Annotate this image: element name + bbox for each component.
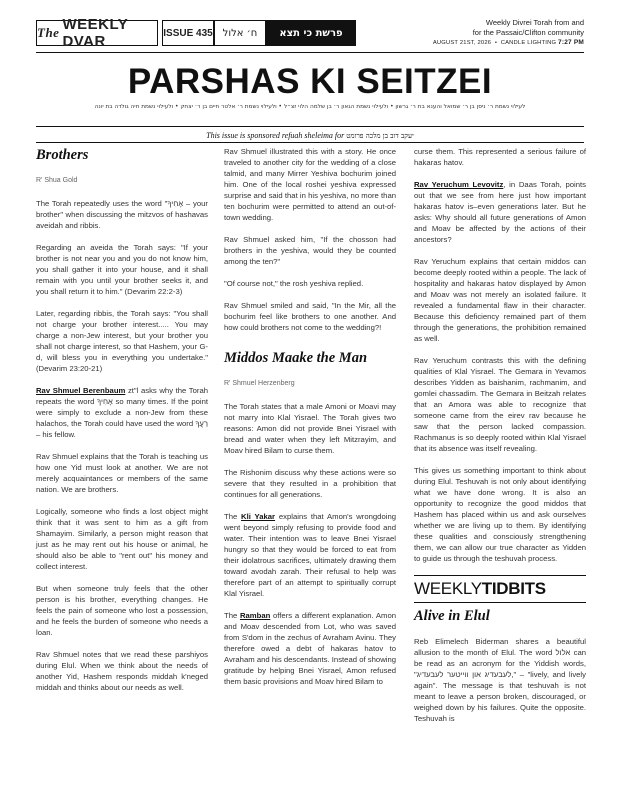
paragraph: Reb Elimelech Biderman shares a beautiful allusion to the month of Elul. The word אלול can be read as an acronym for the Yiddish words, "לעבעדיג און ווייטער לעבעדיג," – "lively, and lively again". The message is that teshuvah is not meant to leave a person broken, discouraged, or weighed down by his failures. Quite the opposite. Teshuvah is bbox=[414, 637, 587, 723]
paragraph-text: explains that Amon's wrongdoing went beyond simply refusing to provide food and water. Their intention was to leave Bnei Yisrael hungry so that they would be forced to eat from their idolatrous sacrifices, ultimately drawing them toward avodah zarah. Their refusal to help was therefore part of an attempt to spiritually corrupt Klal Yisrael. bbox=[224, 512, 396, 598]
article-title-alive-in-elul: Alive in Elul bbox=[414, 602, 586, 625]
paragraph-text: The bbox=[224, 611, 240, 620]
paragraph-text: The bbox=[224, 512, 242, 521]
dedication-line: לעילוי נשמת ר׳ ניסן בן ר׳ שמואל והענא בת ר׳ גרשון • ולעילוי נשמת הגאון ר׳ בן שלמה הלוי זצ״ל • ולעילוי נשמת ר׳ אלטר חיים בן ר׳ יצחק • ולעילוי נשמת חיה גולדה בת יונה bbox=[94, 104, 526, 110]
dateline: AUGUST 21ST, 2026 • CANDLE LIGHTING 7:27 PM bbox=[432, 39, 584, 46]
article-title-brothers: Brothers bbox=[36, 147, 89, 163]
paragraph-text: offers a different explanation. Amon and Moav descended from Lot, who was saved from S'dom in the zechus of Avraham Avinu. They therefore owed a debt of hakaras hatov to Avraham and his descendants. Instead of showing gratitude by helping Bnei Yisrael, Amon refused them basic provisions and Moav hired Bilam to bbox=[224, 611, 396, 686]
paragraph: Rav Yeruchum explains that certain middos can become deeply rooted within a people. The lack of hospitality and hakaras hatov displayed by Amon and Moav was not merely an isolated failure. It revealed a fundamental flaw in their character. Because this deficiency remained part of them through the generations, the prohibition remained as well. bbox=[414, 257, 586, 343]
sponsor-text: This issue is sponsored refuah sheleima for bbox=[206, 131, 345, 140]
column-2 bbox=[224, 146, 396, 698]
column-1 bbox=[36, 146, 208, 704]
paragraph: Rav Yeruchum contrasts this with the defining qualities of Klal Yisrael. The Gemara in Yevamos describes Yidden as baishanim, rachmanim, and gomlei chassadim. The Gemara in Beitzah relates that an Amora was able to recognize that someone came from the eirev rav because he saw that the person lacked compassion. Rachmanus is so deeply rooted within Klal Yisrael that its absence was itself revealing. bbox=[414, 356, 586, 453]
article-byline: R' Shua Gold bbox=[36, 177, 78, 184]
tidbits-bold: TIDBITS bbox=[481, 579, 546, 598]
paragraph: "Of course not," the rosh yeshiva replied. bbox=[224, 279, 364, 288]
page-title: PARSHAS KI SEITZEI bbox=[127, 62, 493, 101]
sponsor-top-divider bbox=[36, 126, 584, 127]
logo-the: The bbox=[37, 25, 60, 40]
masthead-divider bbox=[36, 52, 584, 53]
sponsor-hebrew-name: יעקב דוב בן מלכה פרומט bbox=[346, 132, 414, 140]
paragraph: Rav Shmuel notes that we read these parshiyos during Elul. When we think about the needs of another Yid, Hashem responds middah k'neged middah and thinks about our needs as well. bbox=[36, 650, 208, 692]
paragraph-text: zt"l asks why the Torah repeats the word אָחִיךָ so many times. If the point were simply to exclude a non-Jew from these halachos, the Torah could have used the word רֵעֲךָ – his fellow. bbox=[36, 386, 208, 439]
paragraph bbox=[414, 179, 586, 245]
logo-name: WEEKLY DVAR bbox=[62, 16, 128, 50]
tagline-line-2: for the Passaic/Clifton community bbox=[472, 28, 584, 37]
paragraph-text: , in Daas Torah, points out that we see from here just how important hakaras hatov is–even generations later. But he asks: Why should all future generations of Amon and Moav be affected by the actions of their ancestors? bbox=[414, 180, 586, 244]
paragraph: The Torah repeatedly uses the word "אָחִיךָ – your brother" when discussing the mitzvos of hashavas aveidah and ribbis. bbox=[36, 199, 208, 230]
paragraph: Later, regarding ribbis, the Torah says: "You shall not charge your brother interest..... You may charge a non-Jew interest, but your brother you shall not charge interest, so that Hashem, your G-d, will bless you in everything you undertake." (Devarim 23:20-21) bbox=[36, 309, 208, 373]
paragraph: The Rishonim discuss why these actions were so severe that they resulted in a prohibition that continues for all generations. bbox=[224, 468, 396, 499]
paragraph: This gives us something important to think about during Elul. Teshuvah is not only about identifying what we have done wrong. It is also an opportunity to recognize the good middos that Hashem has placed within us and ask ourselves whether we are living up to them. By identifying these qualities and consciously strengthening them, we can allow our true character as Yidden to guide us through the teshuvah process. bbox=[414, 466, 586, 563]
candle-lighting-time: 7:27 PM bbox=[558, 39, 584, 46]
paragraph bbox=[224, 610, 396, 687]
paragraph: But when someone truly feels that the other person is his brother, everything changes. He feels the pain of someone who lost a possession, and he feels the burden of someone who needs a loan. bbox=[36, 584, 208, 637]
newsletter-logo bbox=[36, 16, 158, 50]
paragraph: Rav Shmuel explains that the Torah is teaching us how one Yid must look at another. We are not merely acquaintances or members of the same nation. We are brothers. bbox=[36, 452, 208, 494]
paragraph: curse them. This represented a serious failure of hakaras hatov. bbox=[414, 147, 586, 167]
weekly-tidbits-header bbox=[414, 575, 586, 599]
article-title-middos: Middos Maake the Man bbox=[224, 350, 368, 366]
source-name: Rav Shmuel Berenbaum bbox=[36, 386, 126, 395]
source-name: Kli Yakar bbox=[241, 512, 276, 521]
paragraph: Logically, someone who finds a lost object might think that it was sent to him as a gift from Shamayim. Similarly, a person might reason that just as he may rent out his house or animal, he should also be able to "rent out" his money and collect interest. bbox=[36, 507, 208, 571]
hebrew-date: ח׳ אלול bbox=[214, 20, 266, 46]
paragraph: The Torah states that a male Amoni or Moavi may not marry into Klal Yisrael. The Torah gives two reasons: Amon did not provide Bnei Yisrael with bread and water when they left Mitzrayim, and Moav hired Bilam to curse them. bbox=[224, 402, 396, 455]
paragraph bbox=[224, 511, 396, 599]
source-name: Ramban bbox=[239, 611, 271, 620]
sponsor-bottom-divider bbox=[36, 142, 584, 143]
issue-number: ISSUE 435 bbox=[162, 20, 214, 46]
paragraph bbox=[36, 385, 208, 440]
tagline-line-1: Weekly Divrei Torah from and bbox=[485, 18, 584, 27]
paragraph: Rav Shmuel smiled and said, "In the Mir, all the bochurim feel like brothers to one another. And how could brothers not come to the wedding?! bbox=[224, 301, 396, 332]
paragraph: Rav Shmuel asked him, "If the chosson had brothers in the yeshiva, would they be counted among the ten?" bbox=[224, 235, 396, 266]
column-3 bbox=[414, 146, 586, 735]
source-name: Rav Yeruchum Levovitz bbox=[414, 180, 504, 189]
paragraph: Regarding an aveida the Torah says: "If your brother is not near you and you do not know him, you shall gather it into your house, and it shall remain with you until your brother seeks it, and you shall return it to him." (Devarim 22:2-3) bbox=[36, 243, 208, 296]
paragraph: Rav Shmuel illustrated this with a story. He once traveled to another city for the wedding of a close talmid, and many Mirrer Yeshiva bochurim joined him. One of the local roshei yeshiva expressed surprise and said that in his yeshiva, no more than ten bochurim were permitted to attend an out-of-town wedding. bbox=[224, 147, 396, 222]
parsha-hebrew-label: פרשת כי תצא bbox=[266, 20, 356, 46]
article-byline: R' Shmuel Herzenberg bbox=[224, 380, 295, 387]
tidbits-weekly: WEEKLY bbox=[414, 579, 482, 598]
masthead bbox=[36, 16, 584, 50]
tagline bbox=[473, 18, 584, 38]
issue-date: AUGUST 21ST, 2026 bbox=[432, 40, 492, 46]
candle-lighting-label: CANDLE LIGHTING bbox=[500, 40, 557, 46]
sponsor-line bbox=[36, 131, 584, 140]
